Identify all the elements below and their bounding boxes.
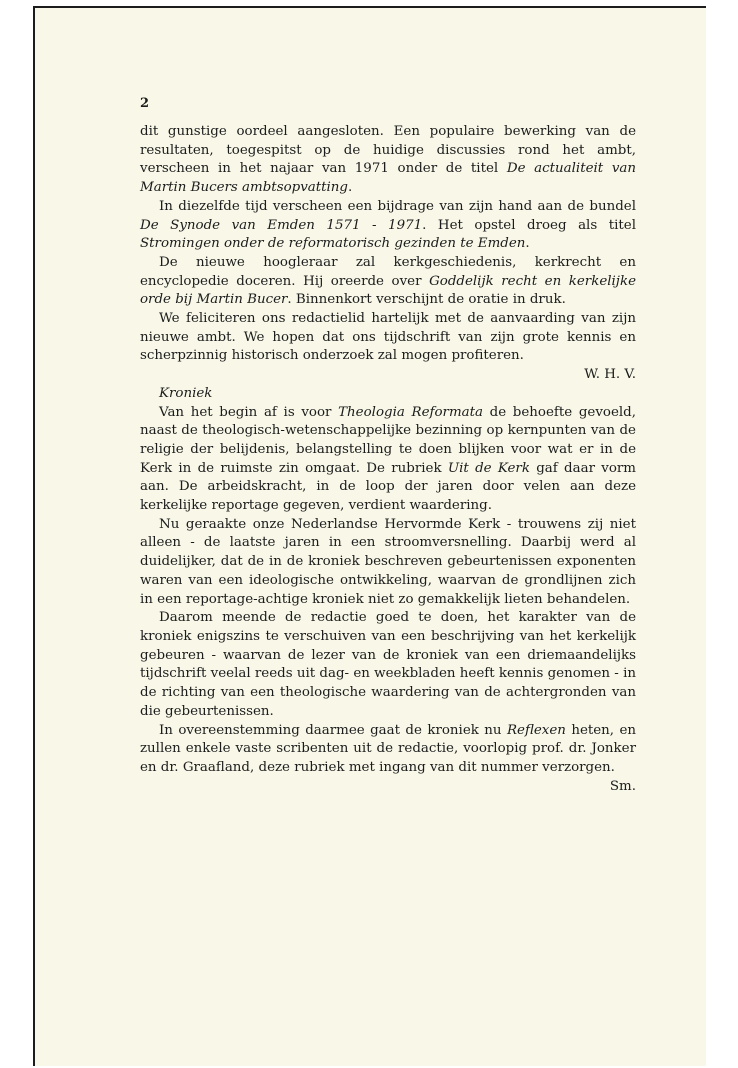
- oration-title: Goddelijk recht en kerkelijke orde bij Martin Bucer: [140, 273, 637, 308]
- book-title: De Synode van Emden 1571 - 1971: [140, 217, 423, 233]
- paragraph: Daarom meende de redactie goed te doen, het karakter van de kroniek enigszins te verschuiven van een beschrijving van het kerkelijk gebeuren - waarvan de lezer van de kroniek van een driemaandelijks tijdschrift veelal reeds uit dag- en weekbladen heeft kennis genomen - in de richting van een theologische waardering van de achtergronden van die gebeurtenissen.: [140, 610, 636, 719]
- article-body: [140, 123, 636, 796]
- paragraph: In overeenstemming daarmee gaat de kroniek nu Reflexen heten, en zullen enkele vaste scribenten uit de redactie, voorlopig prof. dr. Jonker en dr. Graafland, deze rubriek met ingang van dit nummer verzorgen.: [140, 722, 637, 775]
- section-heading: Kroniek: [159, 385, 213, 401]
- rubric-title: Uit de Kerk: [447, 460, 530, 476]
- paragraph: In diezelfde tijd verscheen een bijdrage van zijn hand aan de bundel De Synode van Emden 1571 - 1971. Het opstel droeg als titel Stromingen onder de reformatorisch gezinden te Emden.: [140, 198, 636, 252]
- signature: W. H. V.: [584, 367, 636, 383]
- paragraph: Nu geraakte onze Nederlandse Hervormde Kerk - trouwens zij niet alleen - de laatste jaren in een stroomversnelling. Daarbij werd al duidelijker, dat de in de kroniek beschreven gebeurtenissen exponenten waren van een ideologische ontwikkeling, waarvan de grondlijnen zich in een reportage-achtige kroniek niet zo gemakkelijk lieten behandelen.: [140, 516, 636, 607]
- signature: Sm.: [609, 778, 636, 794]
- paragraph: We feliciteren ons redactielid hartelijk met de aanvaarding van zijn nieuwe ambt. We hopen dat ons tijdschrift van zijn grote kennis en scherpzinnig historisch onderzoek zal mogen profiteren.: [140, 311, 636, 364]
- paragraph: De nieuwe hoogleraar zal kerkgeschiedenis, kerkrecht en encyclopedie doceren. Hij oreerde over Goddelijk recht en kerkelijke orde bij Martin Bucer. Binnenkort verschijnt de oratie in druk.: [140, 254, 637, 308]
- essay-title: Stromingen onder de reformatorisch gezinden te Emden: [140, 236, 526, 252]
- paragraph: Van het begin af is voor Theologia Reformata de behoefte gevoeld, naast de theologisch-wetenschappelijke bezinning op kernpunten van de religie der belijdenis, belangstelling te doen blijken voor wat er in de Kerk in de ruimste zin omgaat. De rubriek Uit de Kerk gaf daar vorm aan. De arbeidskracht, in de loop der jaren door velen aan deze kerkelijke reportage gegeven, verdient waardering.: [140, 404, 636, 514]
- book-title: De actualiteit van Martin Bucers ambtsopvatting: [140, 161, 637, 196]
- rubric-title: Reflexen: [506, 722, 566, 738]
- paragraph: dit gunstige oordeel aangesloten. Een populaire bewerking van de resultaten, toegespitst op de huidige discussies rond het ambt, verscheen in het najaar van 1971 onder de titel De actualiteit van Martin Bucers ambtsopvatting.: [140, 124, 637, 196]
- page-number: 2: [140, 96, 150, 111]
- journal-title: Theologia Reformata: [338, 404, 483, 420]
